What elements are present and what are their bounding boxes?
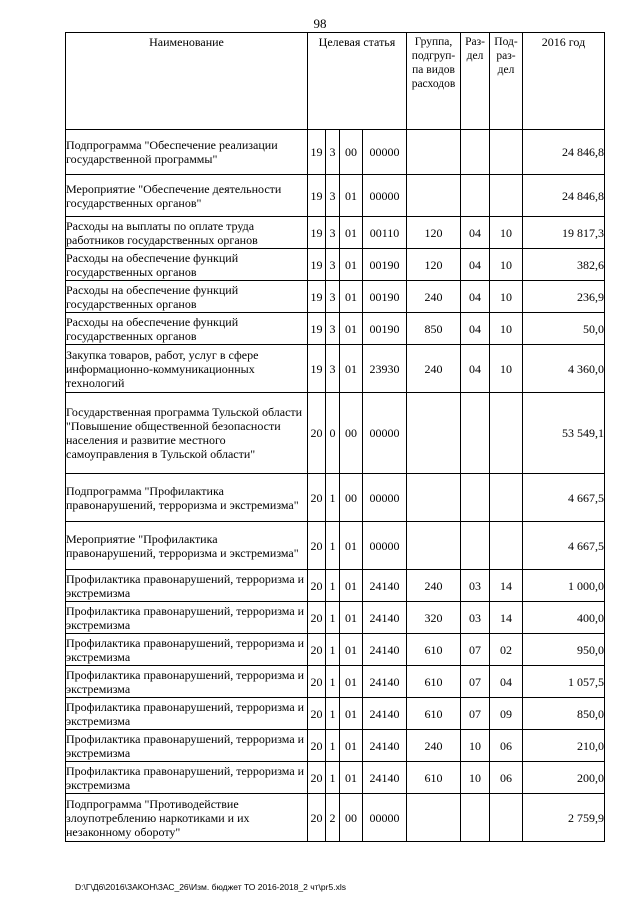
cell-subsection: [490, 794, 523, 842]
cell-target-1: 19: [308, 130, 326, 175]
cell-subsection: 10: [490, 249, 523, 281]
cell-subsection: [490, 175, 523, 217]
cell-amount: 1 057,5: [523, 666, 605, 698]
cell-section: [461, 393, 490, 474]
cell-target-3: 00: [340, 794, 363, 842]
cell-name: Расходы на обеспечение функций государственных органов: [66, 313, 308, 345]
cell-group: 240: [407, 281, 461, 313]
cell-target-3: 01: [340, 175, 363, 217]
cell-section: [461, 522, 490, 570]
cell-subsection: 10: [490, 313, 523, 345]
cell-target-2: 1: [326, 602, 340, 634]
cell-amount: 24 846,8: [523, 175, 605, 217]
cell-amount: 2 759,9: [523, 794, 605, 842]
cell-subsection: 10: [490, 281, 523, 313]
cell-name: Расходы на выплаты по оплате труда работников государственных органов: [66, 217, 308, 249]
cell-name: Мероприятие "Обеспечение деятельности государственных органов": [66, 175, 308, 217]
cell-group: 240: [407, 345, 461, 393]
cell-target-2: 3: [326, 313, 340, 345]
cell-section: 04: [461, 313, 490, 345]
header-subsection: Под-раз-дел: [490, 33, 523, 130]
cell-target-3: 01: [340, 313, 363, 345]
cell-amount: 210,0: [523, 730, 605, 762]
cell-group: 610: [407, 634, 461, 666]
cell-section: 03: [461, 570, 490, 602]
cell-target-4: 23930: [363, 345, 407, 393]
cell-target-3: 01: [340, 730, 363, 762]
cell-section: 03: [461, 602, 490, 634]
cell-subsection: 04: [490, 666, 523, 698]
cell-target-2: 1: [326, 474, 340, 522]
cell-amount: 50,0: [523, 313, 605, 345]
table-row: [66, 393, 605, 474]
cell-amount: 236,9: [523, 281, 605, 313]
budget-table: [65, 32, 605, 842]
cell-target-4: 00110: [363, 217, 407, 249]
table-row: [66, 522, 605, 570]
cell-target-1: 19: [308, 217, 326, 249]
cell-amount: 1 000,0: [523, 570, 605, 602]
cell-target-3: 01: [340, 634, 363, 666]
cell-subsection: 09: [490, 698, 523, 730]
cell-target-1: 19: [308, 345, 326, 393]
cell-target-4: 24140: [363, 570, 407, 602]
cell-amount: 200,0: [523, 762, 605, 794]
cell-group: [407, 794, 461, 842]
cell-amount: 950,0: [523, 634, 605, 666]
cell-section: 04: [461, 345, 490, 393]
footer-file-path: D:\Г\Д6\2016\ЗАКОН\ЗАС_26\Изм. бюджет ТО 2016-2018_2 чт\pr5.xls: [75, 882, 346, 892]
table-row: [66, 249, 605, 281]
cell-target-3: 01: [340, 762, 363, 794]
cell-target-4: 00000: [363, 393, 407, 474]
cell-target-4: 24140: [363, 698, 407, 730]
cell-target-2: 1: [326, 762, 340, 794]
cell-target-1: 20: [308, 730, 326, 762]
cell-name: Расходы на обеспечение функций государственных органов: [66, 281, 308, 313]
cell-target-4: 00000: [363, 794, 407, 842]
cell-target-1: 20: [308, 666, 326, 698]
table-row: [66, 130, 605, 175]
cell-group: 240: [407, 730, 461, 762]
cell-section: 07: [461, 634, 490, 666]
cell-target-2: 1: [326, 666, 340, 698]
cell-group: 610: [407, 666, 461, 698]
cell-name: Расходы на обеспечение функций государственных органов: [66, 249, 308, 281]
cell-subsection: [490, 474, 523, 522]
cell-target-2: 1: [326, 570, 340, 602]
cell-subsection: 06: [490, 730, 523, 762]
cell-group: 610: [407, 762, 461, 794]
table-row: [66, 698, 605, 730]
table-row: [66, 634, 605, 666]
cell-target-2: 1: [326, 634, 340, 666]
table-row: [66, 602, 605, 634]
cell-target-2: 1: [326, 522, 340, 570]
table-row: [66, 175, 605, 217]
cell-group: 240: [407, 570, 461, 602]
cell-name: Подпрограмма "Обеспечение реализации государственной программы": [66, 130, 308, 175]
cell-name: Государственная программа Тульской области "Повышение общественной безопасности населения и развитие местного самоуправления в Тульской области": [66, 393, 308, 474]
header-group: Группа, подгруп-па видов расходов: [407, 33, 461, 130]
cell-name: Подпрограмма "Профилактика правонарушений, терроризма и экстремизма": [66, 474, 308, 522]
cell-target-1: 20: [308, 522, 326, 570]
cell-subsection: [490, 393, 523, 474]
cell-section: 04: [461, 217, 490, 249]
cell-name: Профилактика правонарушений, терроризма и экстремизма: [66, 570, 308, 602]
cell-target-4: 24140: [363, 666, 407, 698]
cell-group: [407, 130, 461, 175]
cell-target-4: 00000: [363, 522, 407, 570]
cell-amount: 382,6: [523, 249, 605, 281]
cell-group: 320: [407, 602, 461, 634]
cell-section: [461, 130, 490, 175]
cell-target-4: 00000: [363, 474, 407, 522]
cell-name: Закупка товаров, работ, услуг в сфере информационно-коммуникационных технологий: [66, 345, 308, 393]
cell-target-3: 01: [340, 698, 363, 730]
table-row: [66, 730, 605, 762]
cell-target-3: 01: [340, 602, 363, 634]
cell-subsection: 06: [490, 762, 523, 794]
table-row: [66, 281, 605, 313]
table-row: [66, 666, 605, 698]
table-row: [66, 794, 605, 842]
cell-target-3: 00: [340, 130, 363, 175]
cell-target-3: 01: [340, 345, 363, 393]
cell-name: Профилактика правонарушений, терроризма и экстремизма: [66, 698, 308, 730]
page-number: 98: [313, 16, 327, 31]
cell-target-1: 20: [308, 393, 326, 474]
cell-target-1: 20: [308, 794, 326, 842]
cell-section: 07: [461, 698, 490, 730]
cell-group: 850: [407, 313, 461, 345]
cell-target-1: 20: [308, 474, 326, 522]
cell-target-4: 24140: [363, 730, 407, 762]
table-row: [66, 762, 605, 794]
cell-section: [461, 175, 490, 217]
cell-target-4: 00190: [363, 281, 407, 313]
cell-name: Подпрограмма "Противодействие злоупотреблению наркотиками и их незаконному обороту": [66, 794, 308, 842]
table-row: [66, 345, 605, 393]
cell-target-3: 01: [340, 666, 363, 698]
cell-target-2: 3: [326, 175, 340, 217]
header-name: Наименование: [66, 33, 308, 130]
cell-target-2: 1: [326, 730, 340, 762]
cell-amount: 4 667,5: [523, 522, 605, 570]
cell-group: 610: [407, 698, 461, 730]
cell-section: 04: [461, 281, 490, 313]
cell-section: [461, 794, 490, 842]
cell-subsection: 02: [490, 634, 523, 666]
cell-target-3: 01: [340, 217, 363, 249]
cell-amount: 24 846,8: [523, 130, 605, 175]
cell-section: 10: [461, 762, 490, 794]
cell-section: 07: [461, 666, 490, 698]
cell-group: [407, 522, 461, 570]
cell-group: 120: [407, 249, 461, 281]
cell-target-2: 3: [326, 345, 340, 393]
cell-section: 10: [461, 730, 490, 762]
cell-subsection: [490, 130, 523, 175]
cell-amount: 19 817,3: [523, 217, 605, 249]
cell-subsection: 14: [490, 602, 523, 634]
cell-target-1: 19: [308, 313, 326, 345]
cell-target-2: 3: [326, 130, 340, 175]
cell-target-2: 3: [326, 249, 340, 281]
table-body: [66, 130, 605, 842]
cell-subsection: [490, 522, 523, 570]
cell-target-4: 24140: [363, 762, 407, 794]
cell-target-2: 3: [326, 217, 340, 249]
cell-amount: 850,0: [523, 698, 605, 730]
header-year: 2016 год: [523, 33, 605, 130]
cell-amount: 4 360,0: [523, 345, 605, 393]
cell-amount: 53 549,1: [523, 393, 605, 474]
cell-group: 120: [407, 217, 461, 249]
cell-section: [461, 474, 490, 522]
table-row: [66, 474, 605, 522]
table-row: [66, 217, 605, 249]
cell-name: Профилактика правонарушений, терроризма и экстремизма: [66, 762, 308, 794]
cell-name: Профилактика правонарушений, терроризма и экстремизма: [66, 634, 308, 666]
cell-name: Профилактика правонарушений, терроризма и экстремизма: [66, 666, 308, 698]
header-target-article: Целевая статья: [308, 33, 407, 130]
cell-name: Профилактика правонарушений, терроризма и экстремизма: [66, 730, 308, 762]
cell-section: 04: [461, 249, 490, 281]
cell-target-2: 0: [326, 393, 340, 474]
cell-target-3: 01: [340, 522, 363, 570]
cell-target-3: 00: [340, 474, 363, 522]
cell-target-1: 20: [308, 570, 326, 602]
cell-target-4: 00190: [363, 249, 407, 281]
cell-target-4: 00000: [363, 130, 407, 175]
cell-target-1: 20: [308, 634, 326, 666]
cell-subsection: 10: [490, 217, 523, 249]
table-row: [66, 570, 605, 602]
cell-target-4: 00190: [363, 313, 407, 345]
cell-target-1: 19: [308, 175, 326, 217]
cell-target-1: 19: [308, 249, 326, 281]
cell-group: [407, 175, 461, 217]
header-section: Раз-дел: [461, 33, 490, 130]
cell-target-2: 2: [326, 794, 340, 842]
cell-target-3: 01: [340, 281, 363, 313]
cell-amount: 400,0: [523, 602, 605, 634]
table-row: [66, 313, 605, 345]
cell-amount: 4 667,5: [523, 474, 605, 522]
cell-target-4: 24140: [363, 602, 407, 634]
cell-target-3: 00: [340, 393, 363, 474]
cell-group: [407, 393, 461, 474]
cell-target-4: 00000: [363, 175, 407, 217]
cell-target-2: 3: [326, 281, 340, 313]
cell-target-1: 20: [308, 698, 326, 730]
cell-group: [407, 474, 461, 522]
cell-name: Профилактика правонарушений, терроризма и экстремизма: [66, 602, 308, 634]
cell-target-1: 20: [308, 602, 326, 634]
cell-subsection: 14: [490, 570, 523, 602]
cell-target-2: 1: [326, 698, 340, 730]
cell-target-4: 24140: [363, 634, 407, 666]
cell-target-1: 19: [308, 281, 326, 313]
cell-target-1: 20: [308, 762, 326, 794]
cell-name: Мероприятие "Профилактика правонарушений, терроризма и экстремизма": [66, 522, 308, 570]
cell-target-3: 01: [340, 249, 363, 281]
cell-subsection: 10: [490, 345, 523, 393]
cell-target-3: 01: [340, 570, 363, 602]
